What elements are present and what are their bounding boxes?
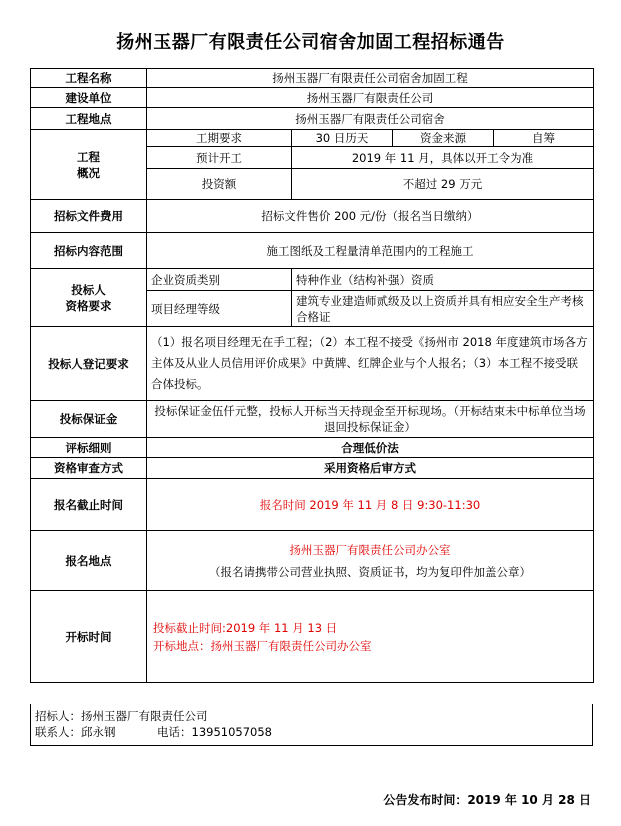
reg-place-cell	[147, 531, 594, 591]
qual-a-label: 企业资质类别	[147, 269, 292, 291]
overview-label	[31, 130, 147, 200]
period-label: 工期要求	[147, 130, 292, 147]
scope-label: 招标内容范围	[31, 233, 147, 269]
page-title: 扬州玉器厂有限责任公司宿舍加固工程招标通告	[116, 32, 505, 53]
project-name-value: 扬州玉器厂有限责任公司宿舍加固工程	[147, 69, 594, 88]
row-builder	[31, 88, 594, 108]
rule-value: 合理低价法	[147, 438, 594, 458]
scope-value: 施工图纸及工程量清单范围内的工程施工	[147, 233, 594, 269]
reg-place-label: 报名地点	[31, 531, 147, 591]
review-label: 资格审查方式	[31, 458, 147, 479]
contact-person-text: 联系人：邱永钢	[35, 725, 116, 739]
row-review	[31, 458, 594, 479]
fund-label: 资金来源	[393, 130, 494, 147]
row-deadline	[31, 479, 594, 531]
project-name-label: 工程名称	[31, 69, 147, 88]
opening-place: 开标地点：扬州玉器厂有限责任公司办公室	[153, 638, 372, 653]
rule-label: 评标细则	[31, 438, 147, 458]
row-scope	[31, 233, 594, 269]
qual-label-line1: 投标人	[71, 282, 106, 297]
deposit-value: 投标保证金伍仟元整，投标人开标当天持现金至开标现场。（开标结束未中标单位当场退回投标保证金）	[147, 401, 594, 438]
contact-phone-text: 电话：13951057058	[157, 725, 272, 739]
publish-date: 公告发布时间：2019 年 10 月 28 日	[383, 793, 591, 807]
qual-a-value: 特种作业（结构补强）资质	[292, 269, 594, 291]
register-value: （1）报名项目经理无在手工程；（2）本工程不接受《扬州市 2018 年度建筑市场各方主体及从业人员信用评价成果》中黄牌、红牌企业与个人报名；（3）本工程不接受联合体投标。	[147, 327, 594, 401]
qual-label-line2: 资格要求	[65, 298, 112, 313]
deposit-label: 投标保证金	[31, 401, 147, 438]
row-location	[31, 108, 594, 130]
overview-label-line1: 工程	[77, 149, 100, 164]
row-reg-place	[31, 531, 594, 591]
row-qual-a	[31, 269, 594, 291]
row-rule	[31, 438, 594, 458]
notice-table	[30, 68, 594, 683]
row-opening	[31, 591, 594, 683]
deadline-value: 报名时间 2019 年 11 月 8 日 9:30-11:30	[147, 479, 594, 531]
doc-fee-label: 招标文件费用	[31, 200, 147, 233]
deadline-label: 报名截止时间	[31, 479, 147, 531]
invest-label: 投资额	[147, 169, 292, 200]
tenderer-text: 招标人：扬州玉器厂有限责任公司	[35, 709, 208, 723]
opening-cell	[147, 591, 594, 683]
row-doc-fee	[31, 200, 594, 233]
opening-label: 开标时间	[31, 591, 147, 683]
row-overview-period	[31, 130, 594, 147]
qual-b-label: 项目经理等级	[147, 291, 292, 327]
reg-place-office: 扬州玉器厂有限责任公司办公室	[289, 542, 451, 557]
builder-label: 建设单位	[31, 88, 147, 108]
row-register	[31, 327, 594, 401]
opening-deadline: 投标截止时间:2019 年 11 月 13 日	[153, 620, 338, 635]
doc-fee-value: 招标文件售价 200 元/份（报名当日缴纳）	[147, 200, 594, 233]
row-deposit	[31, 401, 594, 438]
register-label: 投标人登记要求	[31, 327, 147, 401]
start-label: 预计开工	[147, 147, 292, 169]
invest-value: 不超过 29 万元	[292, 169, 594, 200]
period-value: 30 日历天	[292, 130, 393, 147]
review-value: 采用资格后审方式	[147, 458, 594, 479]
fund-value: 自筹	[494, 130, 594, 147]
builder-value: 扬州玉器厂有限责任公司	[147, 88, 594, 108]
start-value: 2019 年 11 月，具体以开工令为准	[292, 147, 594, 169]
contact-box	[30, 704, 593, 746]
qual-label	[31, 269, 147, 327]
location-value: 扬州玉器厂有限责任公司宿舍	[147, 108, 594, 130]
reg-place-note: （报名请携带公司营业执照、资质证书，均为复印件加盖公章）	[209, 564, 531, 579]
qual-b-value: 建筑专业建造师贰级及以上资质并具有相应安全生产考核合格证	[292, 291, 594, 327]
row-project-name	[31, 69, 594, 88]
overview-label-line2: 概况	[77, 165, 100, 180]
location-label: 工程地点	[31, 108, 147, 130]
